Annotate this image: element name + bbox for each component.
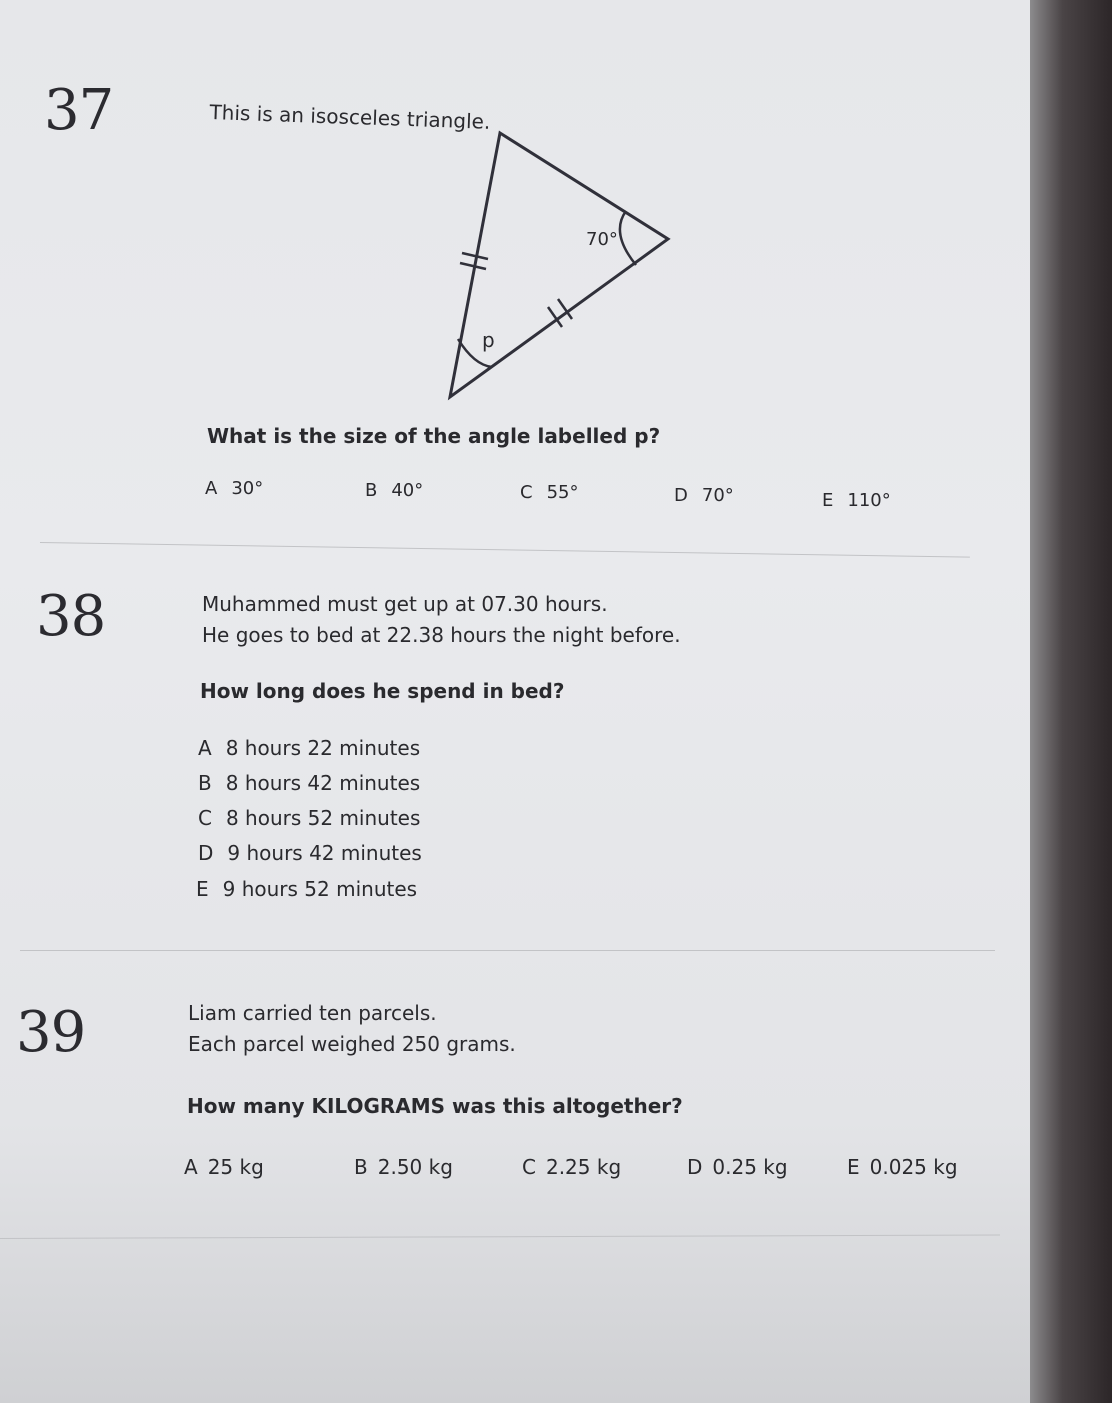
- option-text: 9 hours 42 minutes: [227, 841, 422, 865]
- option-text: 8 hours 42 minutes: [225, 771, 421, 795]
- option-letter: B: [198, 771, 212, 795]
- q39-option-e[interactable]: [847, 1155, 958, 1179]
- option-text: 110°: [847, 490, 891, 511]
- option-letter: C: [520, 482, 533, 503]
- option-text: 40°: [391, 480, 424, 501]
- option-text: 25 kg: [207, 1155, 264, 1179]
- option-letter: E: [847, 1155, 860, 1179]
- option-text: 8 hours 52 minutes: [225, 806, 421, 830]
- q37-option-e[interactable]: [822, 490, 891, 511]
- q39-line-2: Each parcel weighed 250 grams.: [188, 1032, 516, 1056]
- option-letter: B: [365, 480, 378, 501]
- option-letter: A: [205, 478, 218, 499]
- q38-option-e[interactable]: [196, 877, 417, 901]
- q37-option-a[interactable]: [205, 478, 263, 499]
- q37-intro: This is an isosceles triangle.: [209, 100, 491, 134]
- q38-option-a[interactable]: [198, 736, 420, 760]
- option-text: 8 hours 22 minutes: [225, 736, 421, 760]
- option-letter: D: [198, 841, 214, 865]
- option-text: 55°: [546, 482, 579, 503]
- q38-question: How long does he spend in bed?: [200, 679, 565, 703]
- question-number-38: 38: [36, 584, 106, 649]
- q38-option-d[interactable]: [198, 841, 422, 865]
- option-text: 70°: [701, 485, 734, 506]
- q38-option-c[interactable]: [198, 806, 420, 830]
- q37-question: What is the size of the angle labelled p?: [207, 424, 661, 448]
- q38-line-2: He goes to bed at 22.38 hours the night before.: [202, 623, 681, 647]
- page-edge-shadow: [1030, 0, 1112, 1403]
- q37-option-d[interactable]: [674, 485, 734, 506]
- question-number-37: 37: [44, 78, 114, 143]
- q38-line-1: Muhammed must get up at 07.30 hours.: [202, 592, 608, 616]
- option-letter: D: [674, 485, 688, 506]
- q37-option-c[interactable]: [520, 482, 578, 503]
- option-letter: C: [522, 1155, 536, 1179]
- angle-label-p: p: [482, 328, 495, 352]
- q39-line-1: Liam carried ten parcels.: [188, 1001, 437, 1025]
- q37-option-b[interactable]: [365, 480, 423, 501]
- option-text: 2.25 kg: [545, 1155, 622, 1179]
- angle-label-top: 70°: [586, 229, 618, 250]
- option-letter: E: [822, 490, 834, 511]
- isosceles-triangle-diagram: [430, 125, 690, 415]
- option-text: 0.25 kg: [712, 1155, 788, 1179]
- option-letter: D: [687, 1155, 703, 1179]
- q39-option-d[interactable]: [687, 1155, 788, 1179]
- question-number-39: 39: [16, 1000, 86, 1065]
- q39-option-b[interactable]: [354, 1155, 453, 1179]
- option-letter: B: [354, 1155, 368, 1179]
- option-text: 2.50 kg: [377, 1155, 453, 1179]
- option-text: 30°: [231, 478, 264, 499]
- option-letter: C: [198, 806, 212, 830]
- q39-option-c[interactable]: [522, 1155, 621, 1179]
- divider-38-39: [20, 950, 995, 951]
- option-text: 9 hours 52 minutes: [222, 877, 418, 901]
- angle-arc-top: [620, 211, 636, 265]
- option-letter: A: [184, 1155, 198, 1179]
- option-letter: A: [198, 736, 212, 760]
- option-text: 0.025 kg: [869, 1155, 958, 1179]
- q39-option-a[interactable]: [184, 1155, 264, 1179]
- option-letter: E: [196, 877, 209, 901]
- q39-question: How many KILOGRAMS was this altogether?: [187, 1094, 683, 1118]
- q38-option-b[interactable]: [198, 771, 420, 795]
